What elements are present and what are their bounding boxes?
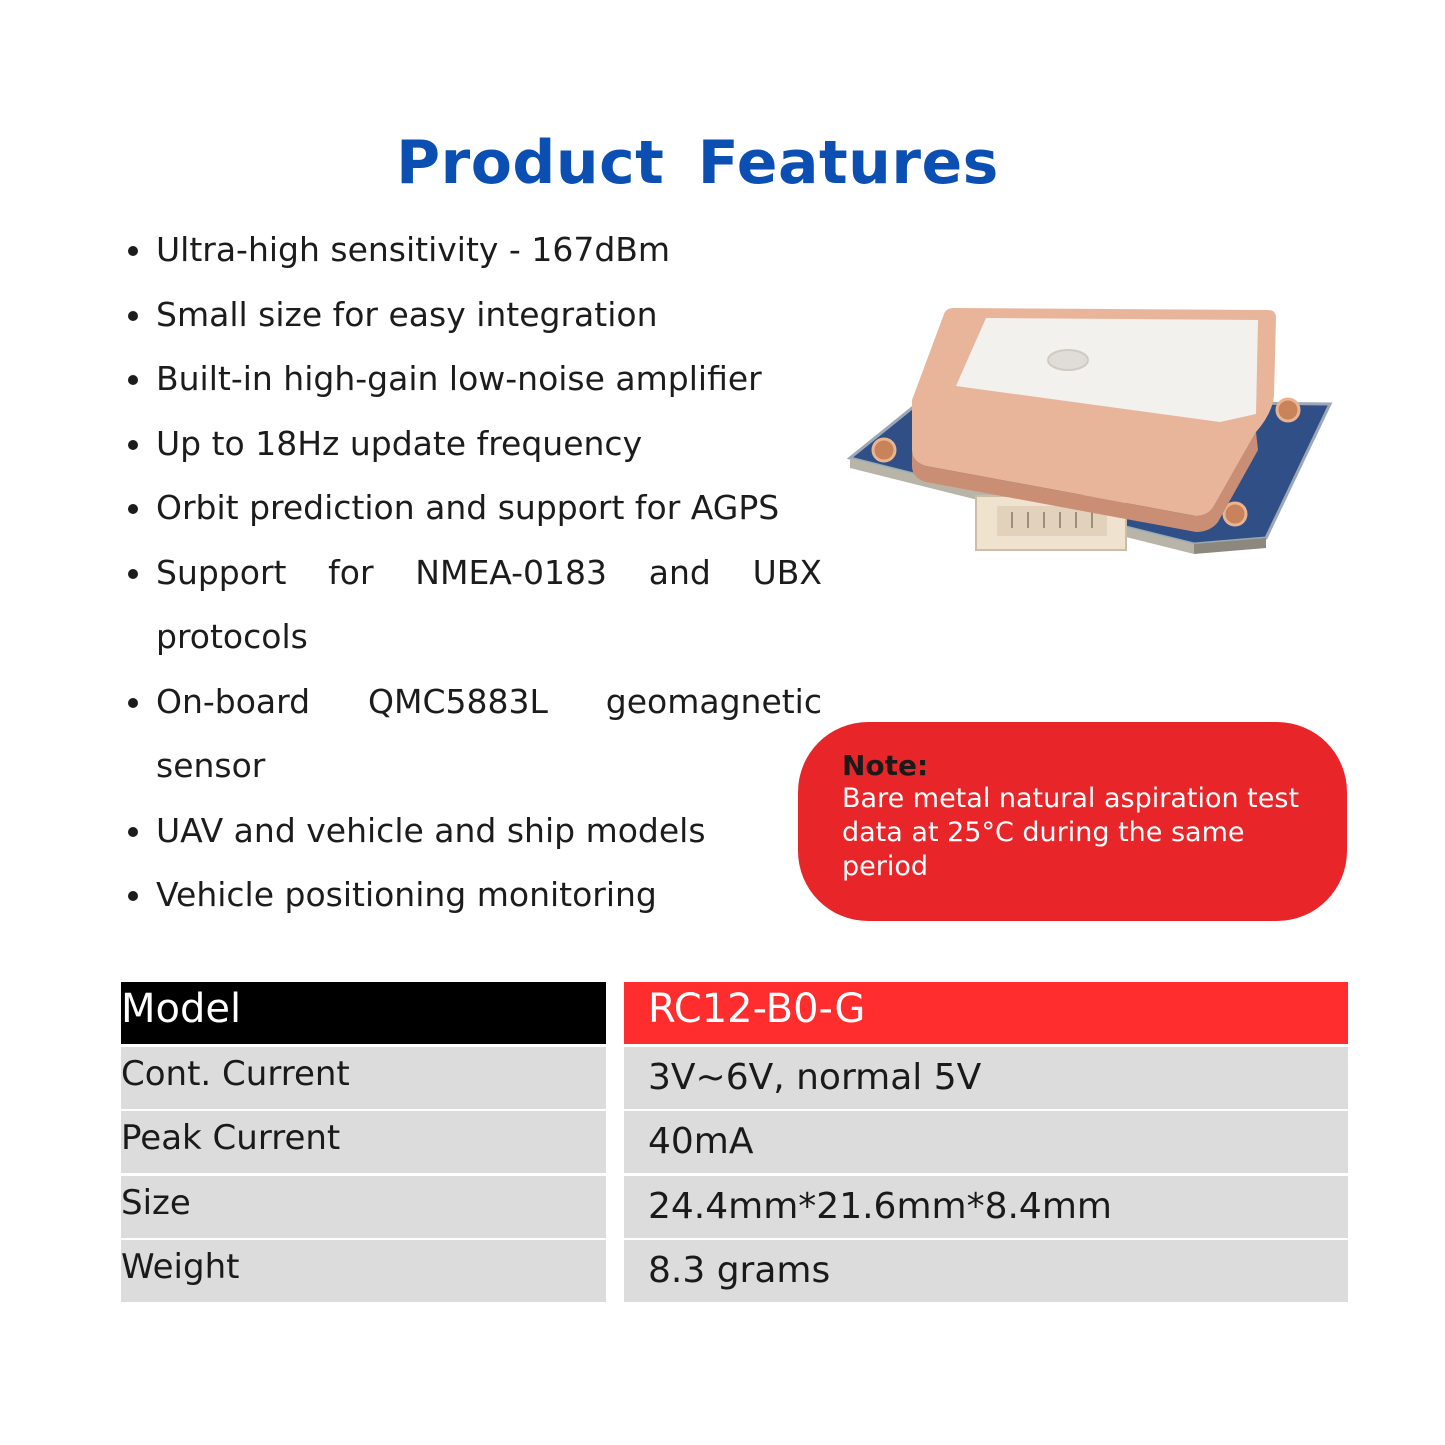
table-header-value: RC12-B0-G — [624, 982, 1348, 1044]
feature-item: Vehicle positioning monitoring — [120, 863, 822, 928]
page-title: Product Features — [396, 128, 999, 198]
row-label: Weight — [121, 1240, 606, 1302]
note-heading: Note: — [842, 749, 929, 782]
row-value: 3V~6V, normal 5V — [624, 1047, 1348, 1109]
note-box — [798, 722, 1347, 921]
feature-item: Orbit prediction and support for AGPS — [120, 476, 822, 541]
row-value: 40mA — [624, 1111, 1348, 1173]
feature-list — [120, 218, 822, 928]
feature-item: Built-in high-gain low-noise amplifier — [120, 347, 822, 412]
table-row — [121, 1176, 1347, 1238]
table-row — [121, 1240, 1347, 1302]
table-header-label: Model — [121, 982, 606, 1044]
feature-item: Small size for easy integration — [120, 283, 822, 348]
row-value: 24.4mm*21.6mm*8.4mm — [624, 1176, 1348, 1238]
feature-item: Up to 18Hz update frequency — [120, 412, 822, 477]
table-row — [121, 1111, 1347, 1173]
row-label: Cont. Current — [121, 1047, 606, 1109]
gps-module-image — [842, 300, 1342, 560]
table-row — [121, 1047, 1347, 1109]
feature-item: On-board QMC5883L geomagnetic sensor — [120, 670, 822, 799]
spec-table — [121, 982, 1347, 1305]
row-label: Size — [121, 1176, 606, 1238]
feature-item: Support for NMEA-0183 and UBX protocols — [120, 541, 822, 670]
feature-item: UAV and vehicle and ship models — [120, 799, 822, 864]
note-text: Bare metal natural aspiration test data at 25°C during the same period — [842, 783, 1300, 882]
feature-item: Ultra-high sensitivity - 167dBm — [120, 218, 822, 283]
row-label: Peak Current — [121, 1111, 606, 1173]
table-header-row — [121, 982, 1347, 1044]
row-value: 8.3 grams — [624, 1240, 1348, 1302]
